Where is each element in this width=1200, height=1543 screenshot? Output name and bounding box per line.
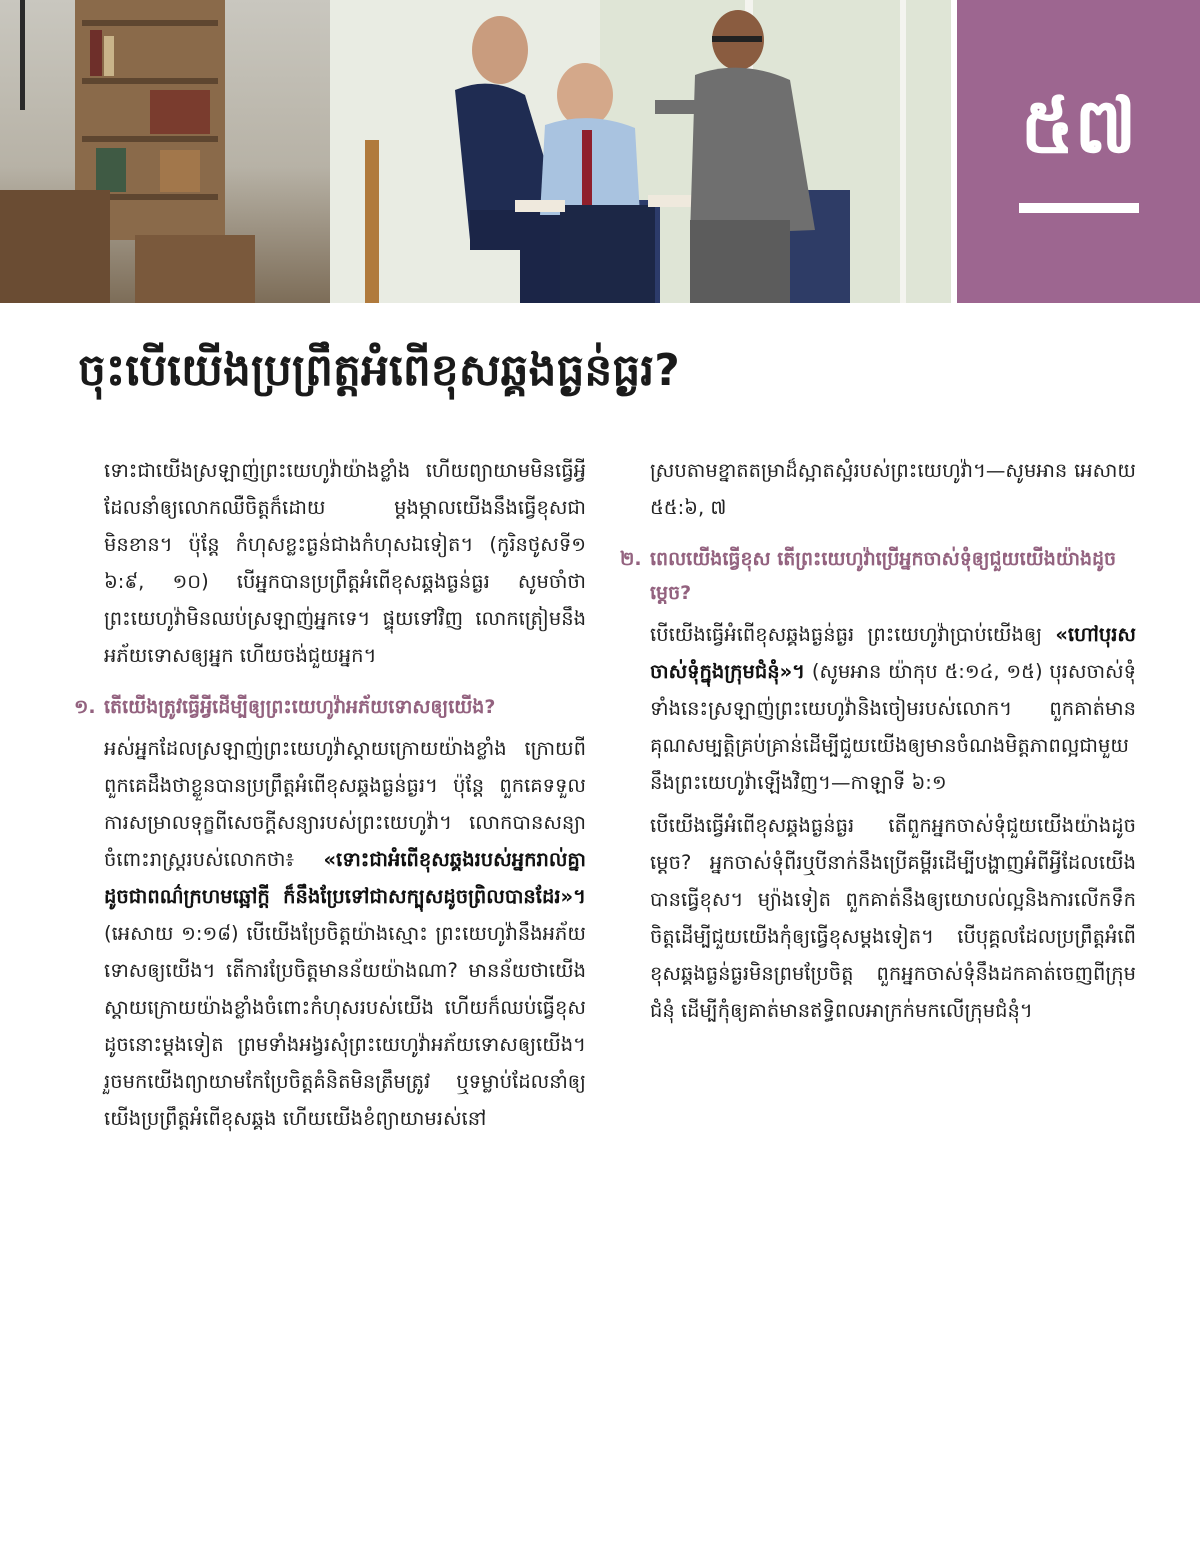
question-2-text: ពេលយើងធ្វើខុស តើព្រះយេហូវ៉ាប្រើអ្នកចាស់ទុំឲ្យជួយយើងយ៉ាងដូចម្ដេច? bbox=[650, 548, 1117, 604]
call-elders-quote: «ហៅបុរសចាស់ទុំក្នុងក្រុមជំនុំ»។ bbox=[650, 623, 1136, 683]
elders-meeting-illustration bbox=[0, 0, 951, 303]
lesson-number: ៥៧ bbox=[1020, 81, 1137, 170]
question-2-number: ២. bbox=[620, 548, 642, 570]
badge-underline bbox=[1019, 203, 1139, 213]
question-1-text: តើយើងត្រូវធ្វើអ្វីដើម្បីឲ្យព្រះយេហូវ៉ាអភ័យទោសឲ្យយើង? bbox=[104, 696, 496, 718]
question-1-number: ១. bbox=[74, 696, 96, 718]
header-photo bbox=[0, 0, 951, 303]
page-title: ចុះបើយើងប្រព្រឹត្តអំពើខុសឆ្គងធ្ងន់ធ្ងរ? bbox=[78, 345, 680, 396]
answer-2-paragraph-1 bbox=[650, 616, 1136, 801]
answer-2-text-a: បើយើងធ្វើអំពើខុសឆ្គងធ្ងន់ធ្ងរ ព្រះយេហូវ៉ាប្រាប់យើងឲ្យ bbox=[650, 623, 1056, 646]
answer-2-text-b: (សូមអាន យ៉ាកុប ៥:១៤, ១៥) បុរសចាស់ទុំទាំងនេះស្រឡាញ់ព្រះយេហូវ៉ានិងចៀមរបស់លោក។ ពួកគាត់មានគុណសម្បត្តិគ្រប់គ្រាន់ដើម្បីជួយយើងឲ្យមានចំណងមិត្តភាពល្អជាមួយនឹងព្រះយេហូវ៉ាឡើងវិញ។—កាឡាទី ៦:១ bbox=[650, 660, 1136, 794]
question-1 bbox=[74, 690, 586, 724]
lesson-number-badge bbox=[957, 0, 1200, 303]
question-2 bbox=[620, 542, 1136, 610]
intro-paragraph: ទោះជាយើងស្រឡាញ់ព្រះយេហូវ៉ាយ៉ាងខ្លាំង ហើយព្យាយាមមិនធ្វើអ្វីដែលនាំឲ្យលោកឈឺចិត្តក៏ដោយ ម្ដងម្កាលយើងនឹងធ្វើខុសជាមិនខាន។ ប៉ុន្តែ កំហុសខ្លះធ្ងន់ជាងកំហុសឯទៀត។ (កូរិនថូសទី១ ៦:៩, ១០) បើអ្នកបានប្រព្រឹត្តអំពើខុសឆ្គងធ្ងន់ធ្ងរ សូមចាំថាព្រះយេហូវ៉ាមិនឈប់ស្រឡាញ់អ្នកទេ។ ផ្ទុយទៅវិញ លោកត្រៀមនឹងអភ័យទោសឲ្យអ្នក ហើយចង់ជួយអ្នក។ bbox=[104, 459, 586, 667]
answer-1-text-a: អស់អ្នកដែលស្រឡាញ់ព្រះយេហូវ៉ាស្ដាយក្រោយយ៉ាងខ្លាំង ក្រោយពីពួកគេដឹងថាខ្លួនបានប្រព្រឹត្តអំពើខុសឆ្គងធ្ងន់ធ្ងរ។ ប៉ុន្តែ ពួកគេទទួលការសម្រាលទុក្ខពីសេចក្ដីសន្យារបស់ព្រះយេហូវ៉ា។ លោកបានសន្យាចំពោះរាស្ត្ររបស់លោកថា៖ bbox=[104, 737, 586, 871]
answer-1-paragraph bbox=[104, 730, 586, 1137]
left-column bbox=[74, 452, 586, 1143]
isaiah-quote: «ទោះជាអំពើខុសឆ្គងរបស់អ្នករាល់គ្នាដូចជាពណ៌ក្រហមឆ្អៅក្ដី ក៏នឹងប្រែទៅជាសក្បុសដូចព្រិលបានដែរ»។ bbox=[104, 848, 586, 908]
answer-1-continued: ស្របតាមខ្នាតតម្រាដ៏ស្អាតស្អំរបស់ព្រះយេហូវ៉ា។—សូមអាន អេសាយ ៥៥:៦, ៧ bbox=[650, 459, 1136, 519]
right-column bbox=[620, 452, 1136, 1035]
answer-1-text-b: (អេសាយ ១:១៨) បើយើងប្រែចិត្តយ៉ាងស្មោះ ព្រះយេហូវ៉ានឹងអភ័យទោសឲ្យយើង។ តើការប្រែចិត្តមានន័យយ៉ាងណា? មានន័យថាយើងស្ដាយក្រោយយ៉ាងខ្លាំងចំពោះកំហុសរបស់យើង ហើយក៏ឈប់ធ្វើខុសដូចនោះម្ដងទៀត ព្រមទាំងអង្វរសុំព្រះយេហូវ៉ាអភ័យទោសឲ្យយើង។ រួចមកយើងព្យាយាមកែប្រែចិត្តគំនិតមិនត្រឹមត្រូវ ឬទម្លាប់ដែលនាំឲ្យយើងប្រព្រឹត្តអំពើខុសឆ្គង ហើយយើងខំព្យាយាមរស់នៅ bbox=[104, 922, 586, 1130]
answer-2-paragraph-2: បើយើងធ្វើអំពើខុសឆ្គងធ្ងន់ធ្ងរ តើពួកអ្នកចាស់ទុំជួយយើងយ៉ាងដូចម្ដេច? អ្នកចាស់ទុំពីរឬបីនាក់នឹងប្រើគម្ពីរដើម្បីបង្ហាញអំពីអ្វីដែលយើងបានធ្វើខុស។ ម្យ៉ាងទៀត ពួកគាត់នឹងឲ្យយោបល់ល្អនិងការលើកទឹកចិត្តដើម្បីជួយយើងកុំឲ្យធ្វើខុសម្ដងទៀត។ បើបុគ្គលដែលប្រព្រឹត្តអំពើខុសឆ្គងធ្ងន់ធ្ងរមិនព្រមប្រែចិត្ត ពួកអ្នកចាស់ទុំនឹងដកគាត់ចេញពីក្រុមជំនុំ ដើម្បីកុំឲ្យគាត់មានឥទ្ធិពលអាក្រក់មកលើក្រុមជំនុំ។ bbox=[650, 814, 1136, 1022]
